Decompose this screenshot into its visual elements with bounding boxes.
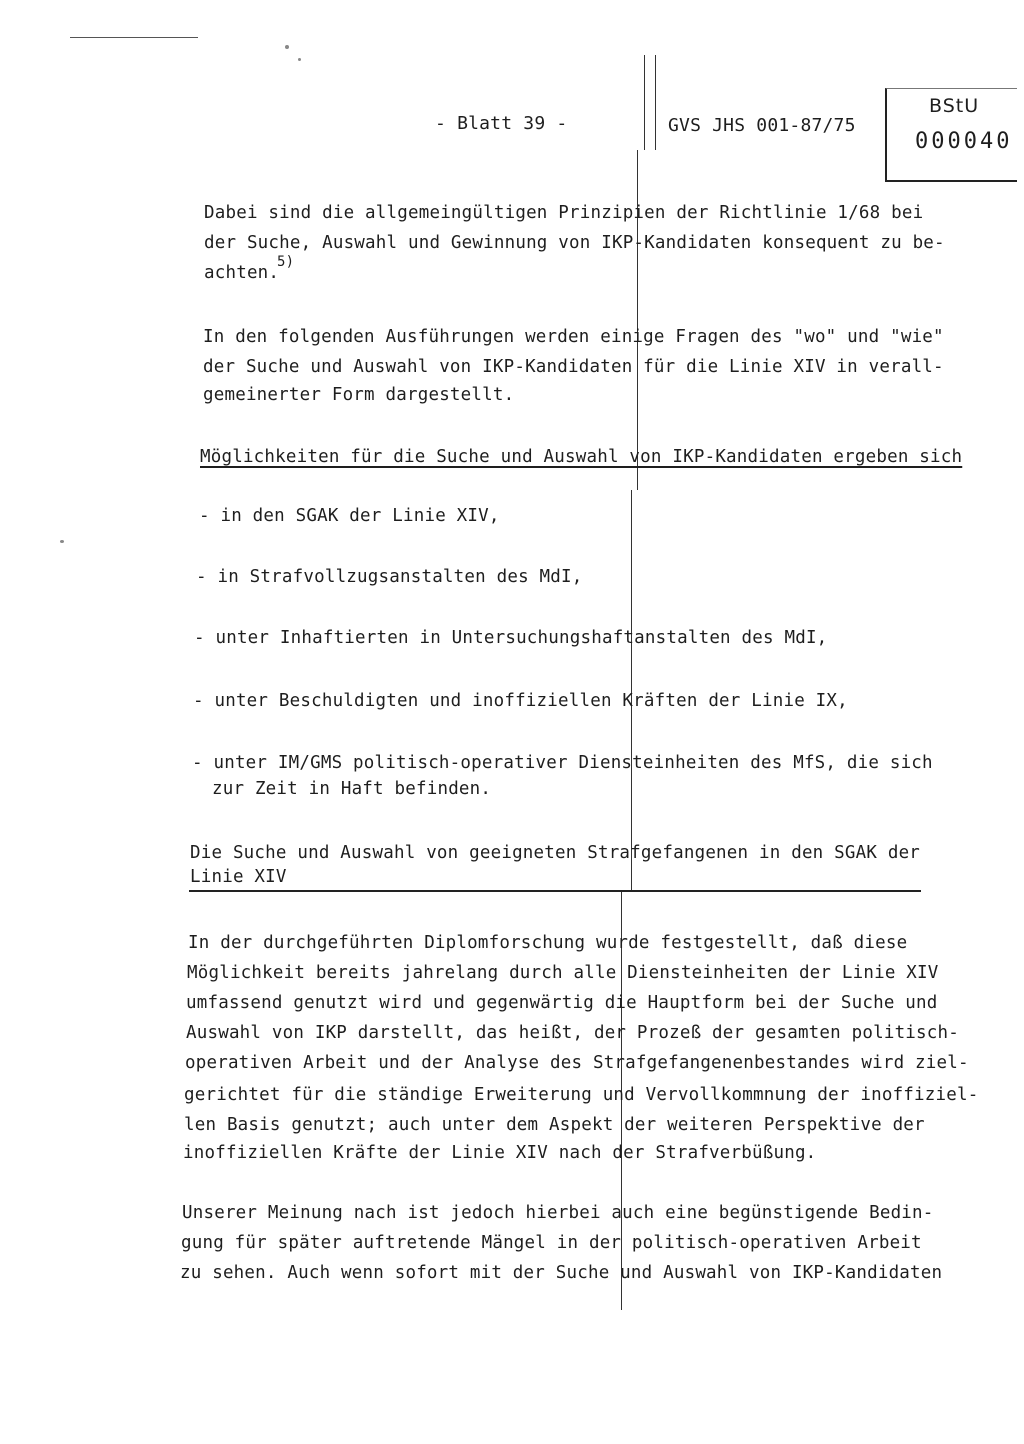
paragraph-line: Auswahl von IKP darstellt, das heißt, der Prozeß der gesamten politisch- — [186, 1023, 959, 1043]
archive-stamp — [885, 88, 1017, 182]
scan-speck — [285, 45, 289, 49]
list-item: - unter Inhaftierten in Untersuchungshaftanstalten des MdI, — [194, 628, 828, 648]
paragraph-line: gerichtet für die ständige Erweiterung und Vervollkommnung der inoffiziel- — [184, 1085, 979, 1105]
paragraph-line: In den folgenden Ausführungen werden einige Fragen des "wo" und "wie" — [203, 327, 944, 347]
paragraph-line: Möglichkeit bereits jahrelang durch alle Diensteinheiten der Linie XIV — [187, 963, 939, 983]
section-heading: Linie XIV — [190, 867, 287, 887]
paragraph-line: inoffiziellen Kräfte der Linie XIV nach der Strafverbüßung. — [183, 1143, 817, 1163]
section-heading: Die Suche und Auswahl von geeigneten Strafgefangenen in den SGAK der — [190, 843, 921, 863]
paragraph-line: Dabei sind die allgemeingültigen Prinzipien der Richtlinie 1/68 bei — [204, 203, 924, 223]
fold-line — [637, 150, 638, 490]
scan-speck — [298, 58, 301, 61]
scan-speck — [60, 540, 64, 543]
fold-line — [644, 55, 645, 150]
top-scan-line — [70, 37, 198, 38]
stamp-number: 000040 — [915, 129, 1013, 154]
page-label: - Blatt 39 - — [435, 113, 568, 134]
section-heading: Möglichkeiten für die Suche und Auswahl von IKP-Kandidaten ergeben sich — [200, 447, 963, 467]
paragraph-line: Unserer Meinung nach ist jedoch hierbei auch eine begünstigende Bedin- — [182, 1203, 934, 1223]
list-item: - unter Beschuldigten und inoffiziellen Kräften der Linie IX, — [193, 691, 848, 711]
paragraph-line: achten. — [204, 263, 280, 283]
paragraph-line: zu sehen. Auch wenn sofort mit der Suche und Auswahl von IKP-Kandidaten — [180, 1263, 943, 1283]
list-item: - in den SGAK der Linie XIV, — [199, 506, 500, 526]
heading-underline — [189, 890, 921, 892]
paragraph-line: umfassend genutzt wird und gegenwärtig die Hauptform bei der Suche und — [186, 993, 938, 1013]
paragraph-line: der Suche und Auswahl von IKP-Kandidaten für die Linie XIV in verall- — [203, 357, 944, 377]
paragraph-line: gemeinerter Form dargestellt. — [203, 385, 515, 405]
stamp-label: BStU — [929, 95, 980, 117]
list-item-continuation: zur Zeit in Haft befinden. — [212, 779, 492, 799]
list-item: - unter IM/GMS politisch-operativer Diensteinheiten des MfS, die sich — [192, 753, 933, 773]
list-item: - in Strafvollzugsanstalten des MdI, — [196, 567, 583, 587]
footnote-marker: 5) — [277, 254, 295, 270]
paragraph-line: der Suche, Auswahl und Gewinnung von IKP-Kandidaten konsequent zu be- — [204, 233, 945, 253]
paragraph-line: gung für später auftretende Mängel in der politisch-operativen Arbeit — [181, 1233, 922, 1253]
fold-line — [655, 55, 656, 150]
paragraph-line: operativen Arbeit und der Analyse des Strafgefangenenbestandes wird ziel- — [185, 1053, 969, 1073]
document-reference: GVS JHS 001-87/75 — [668, 115, 856, 136]
paragraph-line: In der durchgeführten Diplomforschung wurde festgestellt, daß diese — [188, 933, 908, 953]
paragraph-line: len Basis genutzt; auch unter dem Aspekt der weiteren Perspektive der — [184, 1115, 925, 1135]
